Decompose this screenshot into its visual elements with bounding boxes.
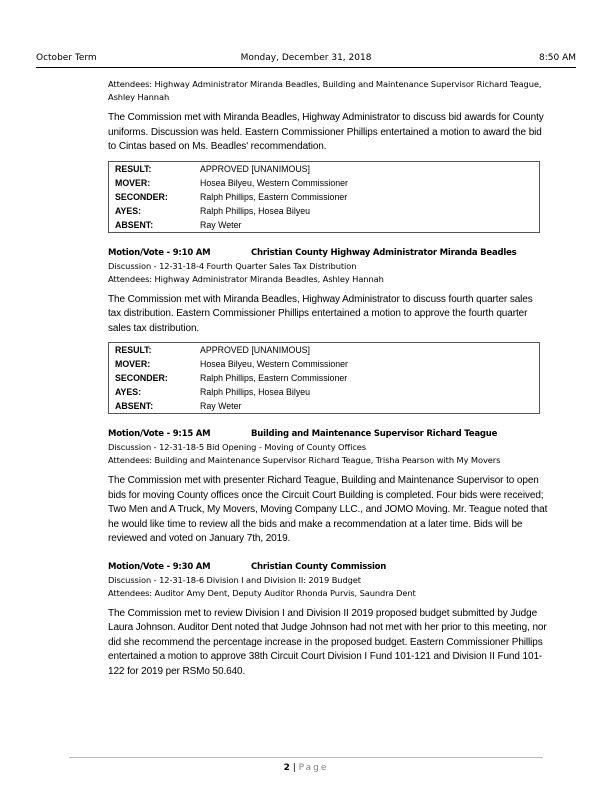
discussion-line: Discussion - 12-31-18-4 Fourth Quarter Sales Tax Distribution: [108, 260, 357, 271]
header-date: Monday, December 31, 2018: [240, 53, 372, 63]
page-footer: [0, 763, 612, 773]
motion-title: Christian County Highway Administrator Miranda Beadles: [251, 247, 517, 258]
footer-separator: |: [289, 763, 299, 773]
header-term: October Term: [36, 53, 97, 63]
motion-heading: [108, 560, 548, 574]
vote-row-result: [109, 343, 540, 358]
vote-row-absent: [109, 218, 540, 233]
vote-label: SECONDER:: [115, 191, 168, 202]
motion-heading: [108, 246, 548, 260]
motion-time: Motion/Vote - 9:15 AM: [108, 429, 211, 439]
page-number: 2: [283, 763, 290, 773]
vote-value: Ralph Phillips, Hosea Bilyeu: [200, 387, 311, 397]
vote-label: AYES:: [115, 205, 142, 216]
vote-row-ayes: [109, 204, 540, 218]
vote-row-seconder: [109, 190, 540, 204]
paragraph: The Commission met with presenter Richard Teague, Building and Maintenance Supervisor to open bids for moving County offices once the Circuit Court Building is completed. Four bids were received; Two Men and A Truck, My Movers, Moving Company LLC., and JOMO Moving. Mr. Teague noted that he would like time to review all the bids and make a recommendation at a later time. Bids will be reviewed and voted on January 7th, 2019.: [108, 475, 548, 544]
vote-label: MOVER:: [115, 359, 151, 369]
discussion-line: Discussion - 12-31-18-5 Bid Opening - Moving of County Offices: [108, 442, 367, 452]
vote-label: RESULT:: [115, 163, 152, 174]
footer-divider: [69, 757, 543, 758]
vote-row-result: [109, 161, 540, 176]
motion-time: Motion/Vote - 9:30 AM: [108, 561, 211, 572]
vote-row-seconder: [109, 371, 540, 385]
paragraph: The Commission met to review Division I and Division II 2019 proposed budget submitted by Judge Laura Johnson. Auditor Dent noted that Judge Johnson had not met with her prior to this meeting, nor did she recommend the percentage increase in the proposed budget. Eastern Commissioner Phillips entertained a motion to approve 38th Circuit Court Division I Fund 101-121 and Division II Fund 101-122 for 2019 per RSMo 50.640.: [108, 607, 547, 677]
vote-row-absent: [109, 399, 540, 414]
motion-title: Building and Maintenance Supervisor Richard Teague: [251, 429, 498, 439]
vote-value: Ray Weter: [200, 401, 242, 411]
minutes-content: [108, 78, 548, 679]
motion-title: Christian County Commission: [251, 561, 387, 572]
page-header: [36, 53, 576, 67]
vote-label: RESULT:: [115, 345, 152, 355]
paragraph: The Commission met with Miranda Beadles, Highway Administrator to discuss bid awards for County uniforms. Discussion was held. Eastern Commissioner Phillips entertained a motion to award the bid to Cintas based on Ms. Beadles' recommendation.: [108, 112, 544, 152]
vote-label: SECONDER:: [115, 373, 168, 383]
vote-table: [108, 342, 540, 414]
discussion-line: Discussion - 12-31-18-6 Division I and Division II: 2019 Budget: [108, 574, 361, 585]
page-label: Page: [298, 763, 329, 773]
header-time: 8:50 AM: [539, 53, 576, 63]
header-divider: [36, 67, 576, 68]
vote-label: ABSENT:: [115, 219, 154, 230]
vote-label: AYES:: [115, 387, 142, 397]
vote-value: Hosea Bilyeu, Western Commissioner: [200, 359, 348, 369]
attendees-line: Attendees: Auditor Amy Dent, Deputy Auditor Rhonda Purvis, Saundra Dent: [108, 587, 416, 598]
attendees-line: Attendees: Building and Maintenance Supervisor Richard Teague, Trisha Pearson with My Movers: [108, 455, 501, 465]
vote-row-ayes: [109, 385, 540, 399]
motion-time: Motion/Vote - 9:10 AM: [108, 247, 211, 258]
vote-value: Ralph Phillips, Eastern Commissioner: [200, 191, 348, 202]
vote-value: Hosea Bilyeu, Western Commissioner: [200, 177, 348, 188]
vote-row-mover: [109, 357, 540, 371]
motion-heading: [108, 427, 548, 441]
vote-value: Ralph Phillips, Eastern Commissioner: [200, 373, 348, 383]
attendees-line: Attendees: Highway Administrator Miranda Beadles, Building and Maintenance Supervisor Richard Teague, Ashley Hannah: [108, 79, 542, 102]
vote-row-mover: [109, 176, 540, 190]
vote-value: Ray Weter: [200, 219, 242, 230]
vote-value: Ralph Phillips, Hosea Bilyeu: [200, 205, 311, 216]
vote-value: APPROVED [UNANIMOUS]: [200, 163, 310, 174]
vote-table: [108, 161, 540, 233]
vote-label: MOVER:: [115, 177, 151, 188]
vote-value: APPROVED [UNANIMOUS]: [200, 345, 310, 355]
paragraph: The Commission met with Miranda Beadles, Highway Administrator to discuss fourth quarter sales tax distribution. Eastern Commissioner Phillips entertained a motion to approve the fourth quarter sales tax distribution.: [108, 293, 533, 334]
attendees-line: Attendees: Highway Administrator Miranda Beadles, Ashley Hannah: [108, 273, 384, 284]
vote-label: ABSENT:: [115, 401, 154, 411]
